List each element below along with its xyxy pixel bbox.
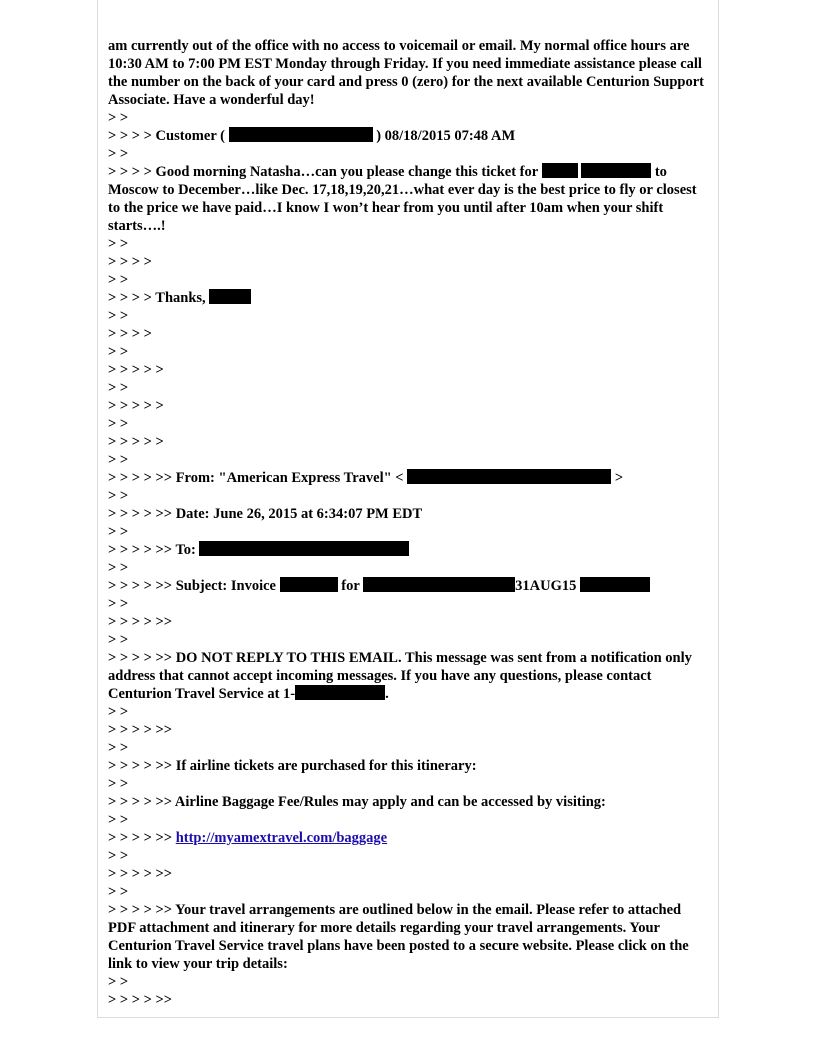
subject-prefix: > > > > >> Subject: Invoice (108, 578, 276, 594)
redacted-phone (295, 685, 385, 700)
quote-line: > > (108, 452, 129, 468)
redacted-traveler (363, 577, 515, 592)
baggage-link[interactable]: http://myamextravel.com/baggage (175, 830, 388, 846)
redacted-invoice-number (280, 577, 338, 592)
quote-line: > > (108, 416, 129, 432)
quote-line: > > (108, 110, 129, 126)
quote-line: > > (108, 524, 129, 540)
request-prefix: > > > > Good morning Natasha…can you please change this ticket for (108, 164, 538, 180)
arrangements-paragraph: > > > > >> Your travel arrangements are outlined below in the email. Please refer to attached PDF attachment and itinerary for more details regarding your travel arrangements. Your Centurion Travel Service travel plans have been posted to a secure website. Please click on the link to view your trip details: (108, 902, 689, 972)
to-line (108, 541, 712, 559)
quote-line: > > (108, 632, 129, 648)
subject-line (108, 577, 712, 595)
redacted-customer (229, 127, 373, 142)
no-reply-text: > > > > >> DO NOT REPLY TO THIS EMAIL. This message was sent from a notification only address that cannot accept incoming messages. If you have any questions, please contact Centurion Travel Service at 1- (108, 650, 692, 702)
no-reply-paragraph (108, 649, 712, 703)
quote-line: > > (108, 974, 129, 990)
quote-line: > > (108, 776, 129, 792)
quote-line: > > (108, 380, 129, 396)
quote-line: > > (108, 344, 129, 360)
email-body (108, 37, 712, 1009)
quote-line: > > (108, 560, 129, 576)
redacted-name (581, 163, 651, 178)
thanks-line (108, 289, 712, 307)
redacted-destination (580, 577, 650, 592)
redacted-signature (209, 289, 251, 304)
quote-line: > > (108, 488, 129, 504)
quote-line: > > (108, 740, 129, 756)
to-prefix: > > > > >> To: (108, 542, 196, 558)
quote-line: > > > > > (108, 434, 164, 450)
customer-suffix: ) 08/18/2015 07:48 AM (376, 128, 516, 144)
quote-line: > > > > > (108, 398, 164, 414)
quote-line: > > (108, 146, 129, 162)
quote-line: > > (108, 704, 129, 720)
redacted-email (407, 469, 611, 484)
from-line (108, 469, 712, 487)
quote-line: > > > > >> (108, 992, 173, 1008)
redacted-name (542, 163, 578, 178)
thanks-text: > > > > Thanks, (108, 290, 206, 306)
quote-line: > > (108, 236, 129, 252)
airline-line: > > > > >> If airline tickets are purchased for this itinerary: (108, 758, 477, 774)
quote-line: > > (108, 812, 129, 828)
request-rest: to Moscow to December…like Dec. 17,18,19,20,21…what ever day is the best price to fly or closest to the price we have paid…I know I won’t hear from you until after 10am when your shift starts….! (108, 164, 697, 234)
quote-line: > > (108, 272, 129, 288)
link-prefix: > > > > >> (108, 830, 173, 846)
quote-line: > > > > >> (108, 866, 173, 882)
redacted-recipient (199, 541, 409, 556)
quote-line: > > (108, 596, 129, 612)
customer-prefix: > > > > Customer ( (108, 128, 225, 144)
quote-line: > > > > >> (108, 614, 173, 630)
subject-date: 31AUG15 (515, 578, 577, 594)
from-suffix: > (614, 470, 624, 486)
from-prefix: > > > > >> From: "American Express Travel" < (108, 470, 404, 486)
quote-line: > > (108, 848, 129, 864)
no-reply-suffix: . (385, 686, 389, 702)
request-paragraph (108, 163, 712, 235)
quote-line: > > (108, 308, 129, 324)
customer-line (108, 127, 712, 145)
quote-line: > > > > > (108, 362, 164, 378)
baggage-line: > > > > >> Airline Baggage Fee/Rules may apply and can be accessed by visiting: (108, 794, 606, 810)
quote-line: > > > > >> (108, 722, 173, 738)
date-line: > > > > >> Date: June 26, 2015 at 6:34:07 PM EDT (108, 506, 423, 522)
quote-line: > > > > (108, 326, 152, 342)
quote-line: > > > > (108, 254, 152, 270)
quote-line: > > (108, 884, 129, 900)
link-line (108, 829, 712, 847)
subject-for: for (341, 578, 360, 594)
out-of-office-paragraph: am currently out of the office with no access to voicemail or email. My normal office hours are 10:30 AM to 7:00 PM EST Monday through Friday. If you need immediate assistance please call the number on the back of your card and press 0 (zero) for the next available Centurion Support Associate. Have a wonderful day! (108, 38, 704, 108)
